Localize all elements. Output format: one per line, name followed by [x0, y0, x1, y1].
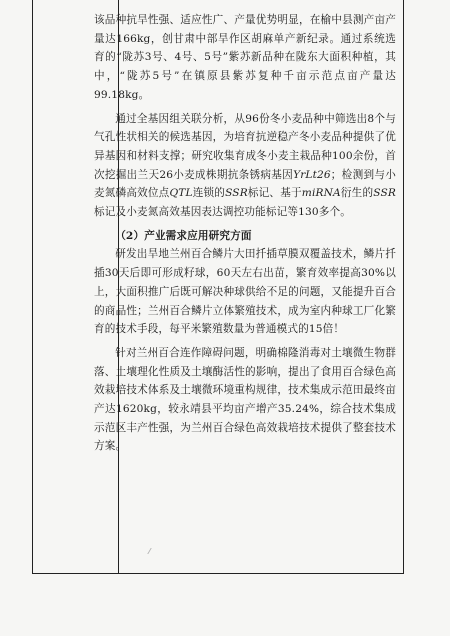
document-body: [94, 11, 396, 456]
ssr-term: SSR: [225, 187, 248, 200]
mirna-term: miRNA: [301, 187, 341, 200]
paragraph-1: 该品种抗旱性强、适应性广、产量优势明显，在榆中县测产亩产量达166kg，创甘肃中部旱作区胡麻单产新纪录。通过系统选育的“陇苏3号、4号、5号”紫苏新品种在陇东大面积种植，其中，“陇苏5号”在镇原县紫苏复种千亩示范点亩产量达99.18kg。: [94, 14, 396, 101]
paragraph-2-text: ；检测到与小麦氮磷高效位点: [94, 168, 396, 200]
gene-name: YrLt26: [293, 168, 331, 181]
ssr-term: SSR: [373, 187, 397, 200]
paragraph-2: [94, 110, 396, 222]
qtl-term: QTL: [169, 187, 193, 200]
paragraph-2-text: 衍生的: [340, 187, 374, 200]
paragraph-3: 研发出旱地兰州百合鳞片大田扦插草膜双覆盖技术，鳞片扦插30天后即可形成籽球，60天左右出苗，繁育效率提高30%以上，大面积推广后既可解决种球供给不足的问题，又能提升百合的商品性；兰州百合鳞片立体繁殖技术，成为室内种球工厂化繁育的技术手段，每平米繁殖数量为普通模式的15倍！: [94, 248, 396, 336]
paragraph-2-text: 标记及小麦氮高效基因表达调控功能标记等130多个。: [94, 206, 352, 219]
section-heading: （2）产业需求应用研究方面: [115, 229, 252, 242]
paragraph-2-text: 通过全基因组关联分析，从96份冬小麦品种中筛选出8个与气孔性状相关的候选基因，为培育抗逆稳产冬小麦品种提供了优异基因和材料支撑；研究收集育成冬小麦主栽品种100余份，首次挖掘出兰天26小麦成株期抗条锈病基因: [94, 112, 396, 181]
paragraph-2-text: 标记、基于: [247, 187, 302, 200]
paragraph-2-text: 连锁的: [192, 187, 226, 200]
paragraph-4: 针对兰州百合连作障碍问题，明确棉隆消毒对土壤微生物群落、土壤理化性质及土壤酶活性的影响，提出了食用百合绿色高效栽培技术体系及土壤微环境重构规律，技术集成示范田最终亩产达1620kg，较永靖县平均亩产增产35.24%，综合技术集成示范区丰产性强，为兰州百合绿色高效栽培技术提供了整套技术方案。: [94, 346, 396, 453]
